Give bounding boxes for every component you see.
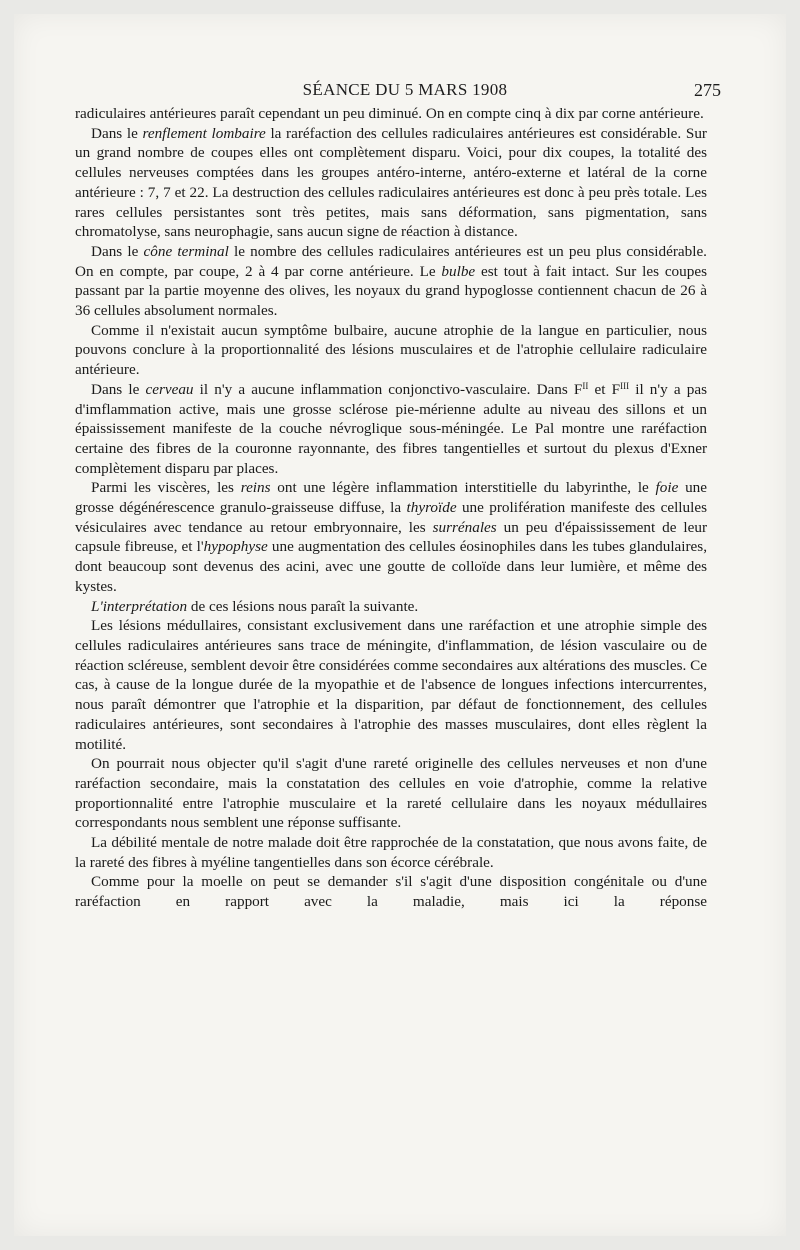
italic-reins: reins <box>240 479 271 497</box>
p5-text-d: il n'y a pas d'imflammation active, mais une grosse sclérose pie-mérienne adulte au niveau des sillons et un épaississement manifeste de la couche névroglique sous-méningée. Le Pal montre une raréfaction certaine des fibres de la couronne rayonnante, des fibres tangentielles et surtout du plexus d'Exner complètement disparu par places. <box>75 380 707 477</box>
p3-text-c: est tout à fait intact. Sur les coupes passant par la partie moyenne des olives, les noyaux du grand hypoglosse contiennent chacun de 26 à 36 cellules absolument normales. <box>75 262 707 320</box>
running-title: SÉANCE DU 5 MARS 1908 <box>302 80 508 99</box>
page-number: 275 <box>694 80 721 100</box>
italic-bulbe: bulbe <box>441 262 476 280</box>
p6-text-f: une augmentation des cellules éosinophiles dans les tubes glandulaires, dont beaucoup sont devenus des acini, avec une goutte de colloïde dans leur lumière, et même des kystes. <box>75 538 708 595</box>
paragraph-11-text: Comme pour la moelle on peut se demander s'il s'agit d'une disposition congénitale ou d'une raréfaction en rapport avec la maladie, mais ici la réponse <box>75 873 707 911</box>
paragraph-11 <box>75 872 707 911</box>
body-text <box>75 104 707 912</box>
italic-surrenales: surrénales <box>432 518 497 536</box>
p5-text-c: et F <box>588 380 621 398</box>
p5-text-b: il n'y a aucune inflammation conjonctivo-vasculaire. Dans F <box>193 380 583 398</box>
p6-text-b: ont une légère inflammation interstitielle du labyrinthe, le <box>270 479 656 497</box>
italic-hypophyse: hypophyse <box>203 538 268 556</box>
italic-foie: foie <box>655 479 679 497</box>
p6-text-c: une grosse dégénérescence granulo-graisseuse diffuse, la <box>75 479 707 517</box>
paragraph-1 <box>75 104 707 124</box>
paragraph-9-text: On pourrait nous objecter qu'il s'agit d'une rareté originelle des cellules nerveuses et non d'une raréfaction secondaire, mais la constatation des cellules en voie d'atrophie, comme la relative proportionnalité entre l'atrophie musculaire et la rareté cellulaire dans les noyaux médullaires correspondants nous semblent une réponse suffisante. <box>75 755 707 832</box>
paragraph-2 <box>75 124 707 242</box>
p6-text-e: un peu d'épaississement de leur capsule fibreuse, et l' <box>75 518 707 556</box>
superscript-ii: II <box>582 380 589 391</box>
paragraph-8-text: Les lésions médullaires, consistant exclusivement dans une raréfaction et une atrophie simple des cellules radiculaires antérieures sans trace de méningite, d'inflammation, de lésion vasculaire ou de réaction scléreuse, semblent devoir être considérées comme secondaires aux altérations des muscles. Ce cas, à cause de la longue durée de la myopathie et de l'absence de longues infections intercurrentes, nous paraît démontrer que l'atrophie et la disparition, par défaut de fonctionnement, des cellules radiculaires antérieures, sont secondaires à l'atrophie des masses musculaires, dont elles règlent la motilité. <box>75 617 707 753</box>
p5-text-a: Dans le <box>91 380 146 398</box>
p7-text-b: de ces lésions nous paraît la suivante. <box>187 597 419 615</box>
italic-renflement-lombaire: renflement lombaire <box>142 124 266 142</box>
italic-cerveau: cerveau <box>145 380 194 398</box>
paragraph-1-text: radiculaires antérieures paraît cependant un peu diminué. On en compte cinq à dix par corne antérieure. <box>75 105 704 122</box>
italic-thyroide: thyroïde <box>406 499 457 517</box>
paragraph-4-text: Comme il n'existait aucun symptôme bulbaire, aucune atrophie de la langue en particulier, nous pouvons conclure à la proportionnalité des lésions musculaires et de l'atrophie cellulaire radiculaire antérieure. <box>75 321 707 379</box>
paragraph-7 <box>75 597 707 617</box>
italic-interpretation: L'interprétation <box>91 597 188 615</box>
paragraph-6 <box>75 478 707 596</box>
p2-text-b: la raréfaction des cellules radiculaires antérieures est considérable. Sur un grand nombre de coupes elles ont complètement disparu. Voici, pour dix coupes, la totalité des cellules nerveuses comptées dans les groupes antéro-interne, antéro-externe et latéral de la corne antérieure : 7, 7 et 22. La destruction des cellules radiculaires antérieures est donc à peu près totale. Les rares cellules persistantes sont très petites, mais sans déformation, sans pigmentation, sans chromatolyse, sans neurophagie, sans aucun signe de réaction à distance. <box>75 124 707 241</box>
p6-text-a: Parmi les viscères, les <box>91 479 241 497</box>
p3-text-a: Dans le <box>91 242 144 260</box>
paragraph-4 <box>75 321 707 380</box>
p2-text-a: Dans le <box>91 124 143 142</box>
paragraph-10 <box>75 833 707 872</box>
paragraph-9 <box>75 754 707 833</box>
superscript-iii: III <box>620 380 630 391</box>
running-header <box>89 80 721 106</box>
paragraph-5 <box>75 380 707 479</box>
paragraph-3 <box>75 242 707 321</box>
paragraph-10-text: La débilité mentale de notre malade doit être rapprochée de la constatation, que nous avons faite, de la rareté des fibres à myéline tangentielles dans son écorce cérébrale. <box>75 834 707 871</box>
p6-text-d: une prolifération manifeste des cellules vésiculaires avec tendance au retour embryonnaire, les <box>75 499 707 536</box>
paragraph-8 <box>75 616 707 754</box>
italic-cone-terminal: cône terminal <box>143 242 229 260</box>
p3-text-b: le nombre des cellules radiculaires antérieures est un peu plus considérable. On en compte, par coupe, 2 à 4 par corne antérieure. Le <box>75 242 707 280</box>
